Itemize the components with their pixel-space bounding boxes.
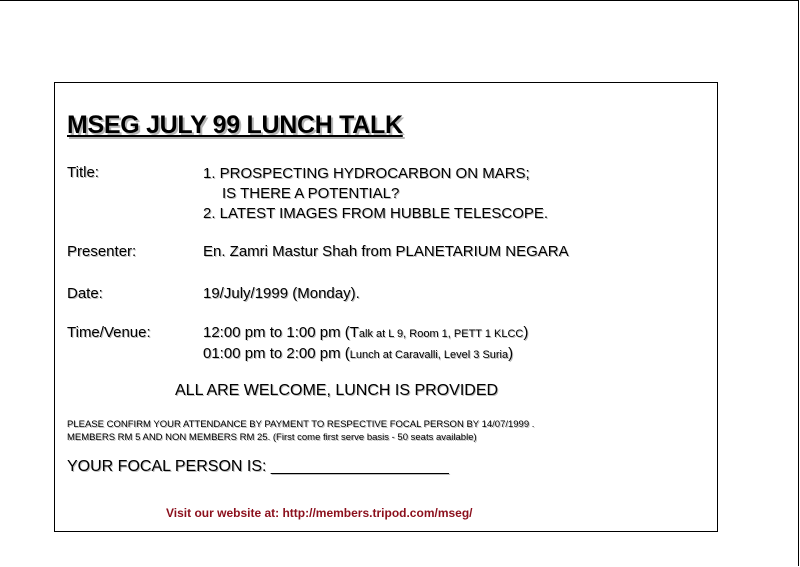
title-label: Title: xyxy=(67,164,99,181)
website-link[interactable]: Visit our website at: http://members.tripod.com/mseg/ xyxy=(166,506,473,520)
title-value xyxy=(203,164,548,224)
title-line-3: 2. LATEST IMAGES FROM HUBBLE TELESCOPE. xyxy=(203,205,549,222)
time-2: 01:00 pm to 2:00 pm ( xyxy=(203,345,350,362)
venue-1-close: ) xyxy=(523,324,529,341)
focal-person: YOUR FOCAL PERSON IS: ____________________ xyxy=(67,458,449,475)
date-label: Date: xyxy=(67,285,103,302)
venue-2-close: ) xyxy=(508,345,514,362)
presenter-label: Presenter: xyxy=(67,243,137,260)
confirmation-note xyxy=(67,418,534,444)
time-venue-label: Time/Venue: xyxy=(67,324,151,341)
title-line-2: IS THERE A POTENTIAL? xyxy=(222,185,400,202)
headline: MSEG JULY 99 LUNCH TALK xyxy=(67,111,403,139)
welcome-notice: ALL ARE WELCOME, LUNCH IS PROVIDED xyxy=(175,382,499,399)
presenter-value: En. Zamri Mastur Shah from PLANETARIUM NEGARA xyxy=(203,243,569,260)
venue-2: Lunch at Caravalli, Level 3 Suria xyxy=(349,349,509,361)
date-value: 19/July/1999 (Monday). xyxy=(203,285,360,302)
title-line-1: 1. PROSPECTING HYDROCARBON ON MARS; xyxy=(203,165,530,182)
time-venue-value xyxy=(203,323,528,365)
time-1: 12:00 pm to 1:00 pm (T xyxy=(203,324,359,341)
venue-1: alk at L 9, Room 1, PETT 1 KLCC xyxy=(358,328,524,340)
confirmation-line-1: PLEASE CONFIRM YOUR ATTENDANCE BY PAYMENT TO RESPECTIVE FOCAL PERSON BY 14/07/1999 . xyxy=(67,419,535,430)
time-line-1 xyxy=(203,323,528,344)
confirmation-line-2: MEMBERS RM 5 AND NON MEMBERS RM 25. (First come first serve basis - 50 seats available) xyxy=(67,432,477,443)
time-line-2 xyxy=(203,344,528,365)
